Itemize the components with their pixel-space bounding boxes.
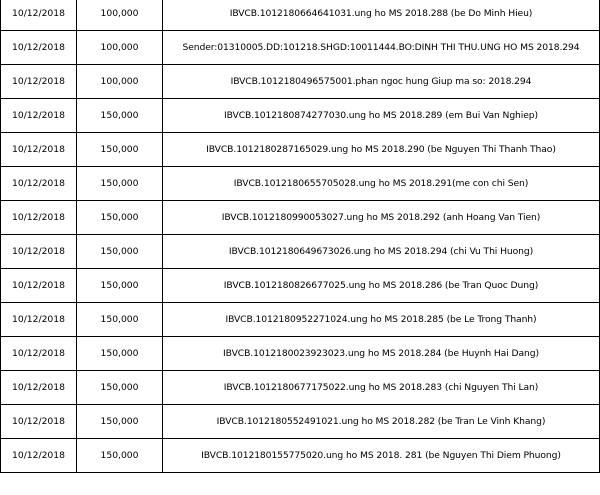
- amount-cell: 100,000: [77, 31, 163, 65]
- amount-cell: 150,000: [77, 201, 163, 235]
- table-row: [1, 133, 600, 167]
- description-cell: IBVCB.1012180990053027.ung ho MS 2018.292 (anh Hoang Van Tien): [163, 201, 600, 235]
- table-row: [1, 371, 600, 405]
- table-row: [1, 235, 600, 269]
- table-row: [1, 167, 600, 201]
- date-cell: 10/12/2018: [1, 235, 77, 269]
- description-cell: IBVCB.1012180826677025.ung ho MS 2018.286 (be Tran Quoc Dung): [163, 269, 600, 303]
- date-cell: 10/12/2018: [1, 371, 77, 405]
- date-cell: 10/12/2018: [1, 99, 77, 133]
- date-cell: 10/12/2018: [1, 167, 77, 201]
- description-cell: IBVCB.1012180496575001.phan ngoc hung Giup ma so: 2018.294: [163, 65, 600, 99]
- amount-cell: 150,000: [77, 303, 163, 337]
- date-cell: 10/12/2018: [1, 303, 77, 337]
- date-cell: 10/12/2018: [1, 133, 77, 167]
- ledger-body: [1, 0, 600, 473]
- date-cell: 10/12/2018: [1, 337, 77, 371]
- amount-cell: 150,000: [77, 439, 163, 473]
- description-cell: Sender:01310005.DD:101218.SHGD:10011444.BO:DINH THI THU.UNG HO MS 2018.294: [163, 31, 600, 65]
- amount-cell: 150,000: [77, 99, 163, 133]
- date-cell: 10/12/2018: [1, 0, 77, 31]
- description-cell: IBVCB.1012180664641031.ung ho MS 2018.288 (be Do Minh Hieu): [163, 0, 600, 31]
- description-cell: IBVCB.1012180874277030.ung ho MS 2018.289 (em Bui Van Nghiep): [163, 99, 600, 133]
- table-row: [1, 201, 600, 235]
- table-row: [1, 99, 600, 133]
- amount-cell: 150,000: [77, 337, 163, 371]
- amount-cell: 150,000: [77, 269, 163, 303]
- description-cell: IBVCB.1012180155775020.ung ho MS 2018. 281 (be Nguyen Thi Diem Phuong): [163, 439, 600, 473]
- date-cell: 10/12/2018: [1, 31, 77, 65]
- date-cell: 10/12/2018: [1, 439, 77, 473]
- table-row: [1, 0, 600, 31]
- table-row: [1, 439, 600, 473]
- amount-cell: 150,000: [77, 235, 163, 269]
- amount-cell: 100,000: [77, 0, 163, 31]
- table-row: [1, 269, 600, 303]
- table-row: [1, 65, 600, 99]
- table-row: [1, 405, 600, 439]
- amount-cell: 150,000: [77, 371, 163, 405]
- date-cell: 10/12/2018: [1, 201, 77, 235]
- table-row: [1, 337, 600, 371]
- amount-cell: 150,000: [77, 133, 163, 167]
- date-cell: 10/12/2018: [1, 405, 77, 439]
- table-row: [1, 303, 600, 337]
- amount-cell: 150,000: [77, 405, 163, 439]
- description-cell: IBVCB.1012180952271024.ung ho MS 2018.285 (be Le Trong Thanh): [163, 303, 600, 337]
- description-cell: IBVCB.1012180023923023.ung ho MS 2018.284 (be Huynh Hai Dang): [163, 337, 600, 371]
- date-cell: 10/12/2018: [1, 269, 77, 303]
- description-cell: IBVCB.1012180552491021.ung ho MS 2018.282 (be Tran Le Vinh Khang): [163, 405, 600, 439]
- amount-cell: 150,000: [77, 167, 163, 201]
- description-cell: IBVCB.1012180655705028.ung ho MS 2018.291(me con chi Sen): [163, 167, 600, 201]
- table-row: [1, 31, 600, 65]
- description-cell: IBVCB.1012180677175022.ung ho MS 2018.283 (chi Nguyen Thi Lan): [163, 371, 600, 405]
- date-cell: 10/12/2018: [1, 65, 77, 99]
- amount-cell: 100,000: [77, 65, 163, 99]
- description-cell: IBVCB.1012180287165029.ung ho MS 2018.290 (be Nguyen Thi Thanh Thao): [163, 133, 600, 167]
- description-cell: IBVCB.1012180649673026.ung ho MS 2018.294 (chi Vu Thi Huong): [163, 235, 600, 269]
